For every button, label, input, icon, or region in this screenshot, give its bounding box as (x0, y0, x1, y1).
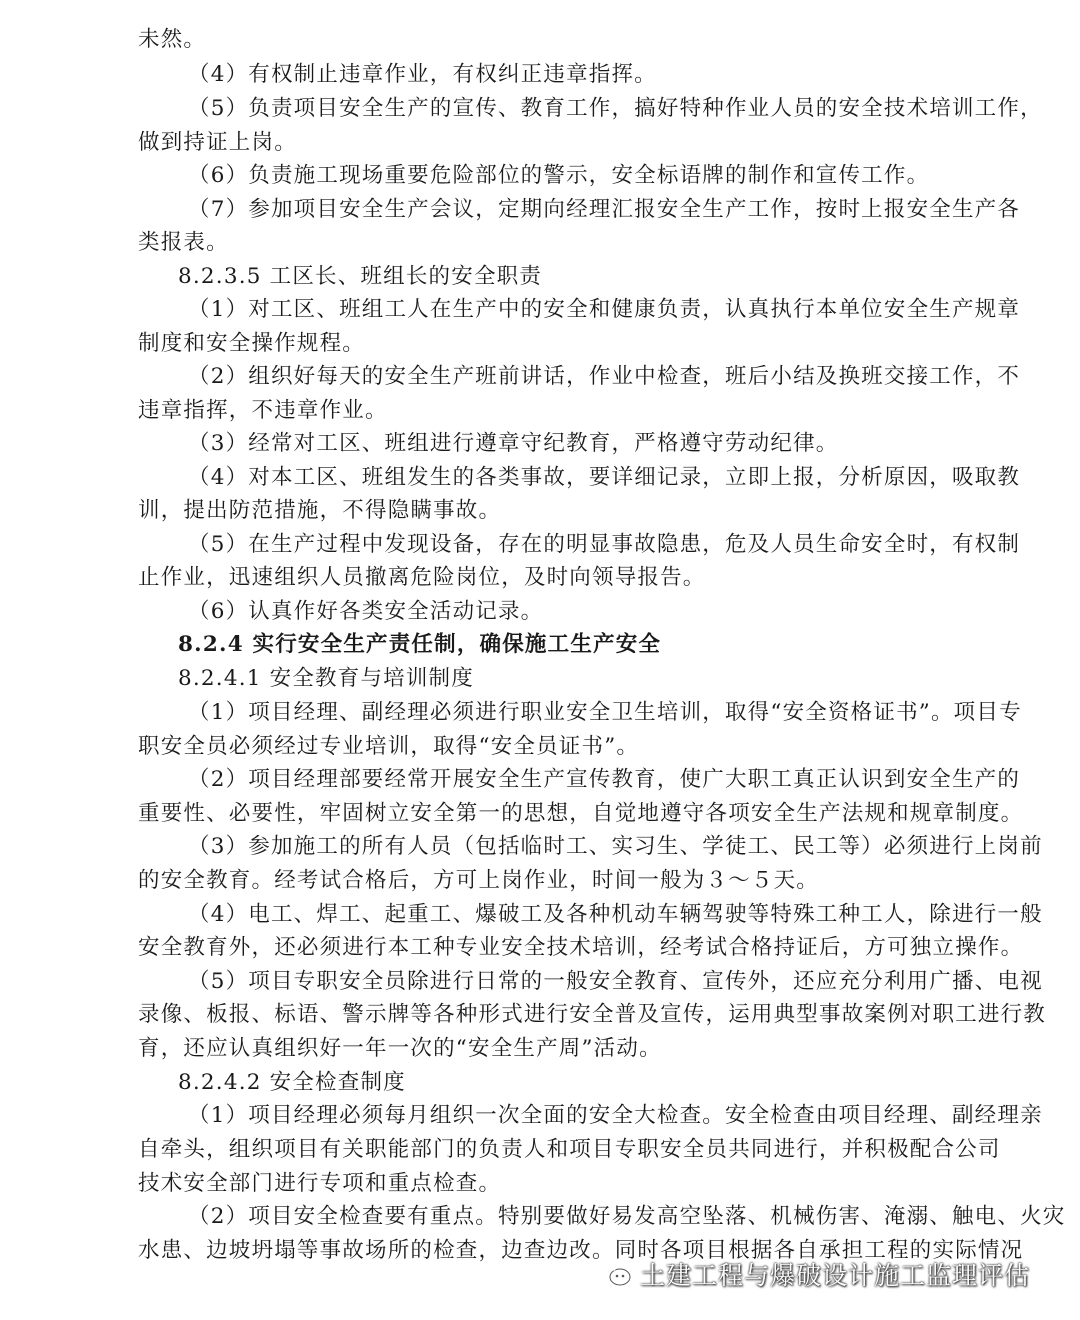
text-line: （2）组织好每天的安全生产班前讲话，作业中检查，班后小结及换班交接工作，不 (188, 364, 1021, 389)
text-line: 录像、板报、标语、警示牌等各种形式进行安全普及宣传，运用典型事故案例对职工进行教 (138, 1002, 1047, 1027)
text-line: （5）在生产过程中发现设备，存在的明显事故隐患，危及人员生命安全时，有权制 (188, 532, 1021, 557)
text-line: （4）对本工区、班组发生的各类事故，要详细记录，立即上报，分析原因，吸取教 (188, 465, 1021, 490)
text-line: 自牵头，组织项目有关职能部门的负责人和项目专职安全员共同进行，并积极配合公司 (138, 1137, 1001, 1162)
text-line: （2）项目经理部要经常开展安全生产宣传教育，使广大职工真正认识到安全生产的 (188, 767, 1021, 792)
text-line: 职安全员必须经过专业培训，取得“安全员证书”。 (138, 734, 640, 759)
text-line: （4）电工、焊工、起重工、爆破工及各种机动车辆驾驶等特殊工种工人，除进行一般 (188, 902, 1043, 927)
text-line: 制度和安全操作规程。 (138, 331, 366, 356)
text-line: 育，还应认真组织好一年一次的“安全生产周”活动。 (138, 1036, 662, 1061)
text-line: （1）对工区、班组工人在生产中的安全和健康负责，认真执行本单位安全生产规章 (188, 297, 1021, 322)
text-line: （1）项目经理必须每月组织一次全面的安全大检查。安全检查由项目经理、副经理亲 (188, 1103, 1043, 1128)
text-line: 违章指挥，不违章作业。 (138, 398, 388, 423)
text-line: （4）有权制止违章作业，有权纠正违章指挥。 (188, 62, 657, 87)
text-line: 安全教育外，还必须进行本工种专业安全技术培训，经考试合格持证后，方可独立操作。 (138, 935, 1024, 960)
text-line: 重要性、必要性，牢固树立安全第一的思想，自觉地遵守各项安全生产法规和规章制度。 (138, 801, 1024, 826)
section-heading: 8.2.3.5 工区长、班组长的安全职责 (178, 264, 543, 289)
text-line: （2）项目安全检查要有重点。特别要做好易发高空坠落、机械伤害、淹溺、触电、火灾 (188, 1204, 1066, 1229)
text-line: 止作业，迅速组织人员撤离危险岗位，及时向领导报告。 (138, 565, 706, 590)
text-line: （3）经常对工区、班组进行遵章守纪教育，严格遵守劳动纪律。 (188, 431, 839, 456)
text-line: （6）负责施工现场重要危险部位的警示，安全标语牌的制作和宣传工作。 (188, 163, 930, 188)
text-line: 未然。 (138, 27, 207, 52)
text-line: （5）项目专职安全员除进行日常的一般安全教育、宣传外，还应充分利用广播、电视 (188, 969, 1043, 994)
text-line: 的安全教育。经考试合格后，方可上岗作业，时间一般为３～５天。 (138, 868, 820, 893)
watermark (596, 1252, 1030, 1296)
wechat-icon (596, 1259, 632, 1289)
watermark-text: 土建工程与爆破设计施工监理评估 (640, 1261, 1031, 1290)
text-line: 水患、边坡坍塌等事故场所的检查，边查边改。同时各项目根据各自承担工程的实际情况 (138, 1238, 1024, 1263)
text-line: （3）参加施工的所有人员（包括临时工、实习生、学徒工、民工等）必须进行上岗前 (188, 834, 1043, 859)
section-heading: 8.2.4.2 安全检查制度 (178, 1070, 406, 1095)
section-heading: 8.2.4.1 安全教育与培训制度 (178, 666, 474, 691)
text-line: （1）项目经理、副经理必须进行职业安全卫生培训，取得“安全资格证书”。项目专 (188, 700, 1022, 725)
section-heading: 8.2.4 实行安全生产责任制，确保施工生产安全 (178, 632, 662, 657)
text-line: （7）参加项目安全生产会议，定期向经理汇报安全生产工作，按时上报安全生产各 (188, 197, 1021, 222)
text-line: 技术安全部门进行专项和重点检查。 (138, 1171, 502, 1196)
text-line: 做到持证上岗。 (138, 130, 297, 155)
text-line: （5）负责项目安全生产的宣传、教育工作，搞好特种作业人员的安全技术培训工作， (188, 96, 1043, 121)
text-line: 训，提出防范措施，不得隐瞒事故。 (138, 498, 502, 523)
text-line: （6）认真作好各类安全活动记录。 (188, 599, 544, 624)
text-line: 类报表。 (138, 230, 229, 255)
